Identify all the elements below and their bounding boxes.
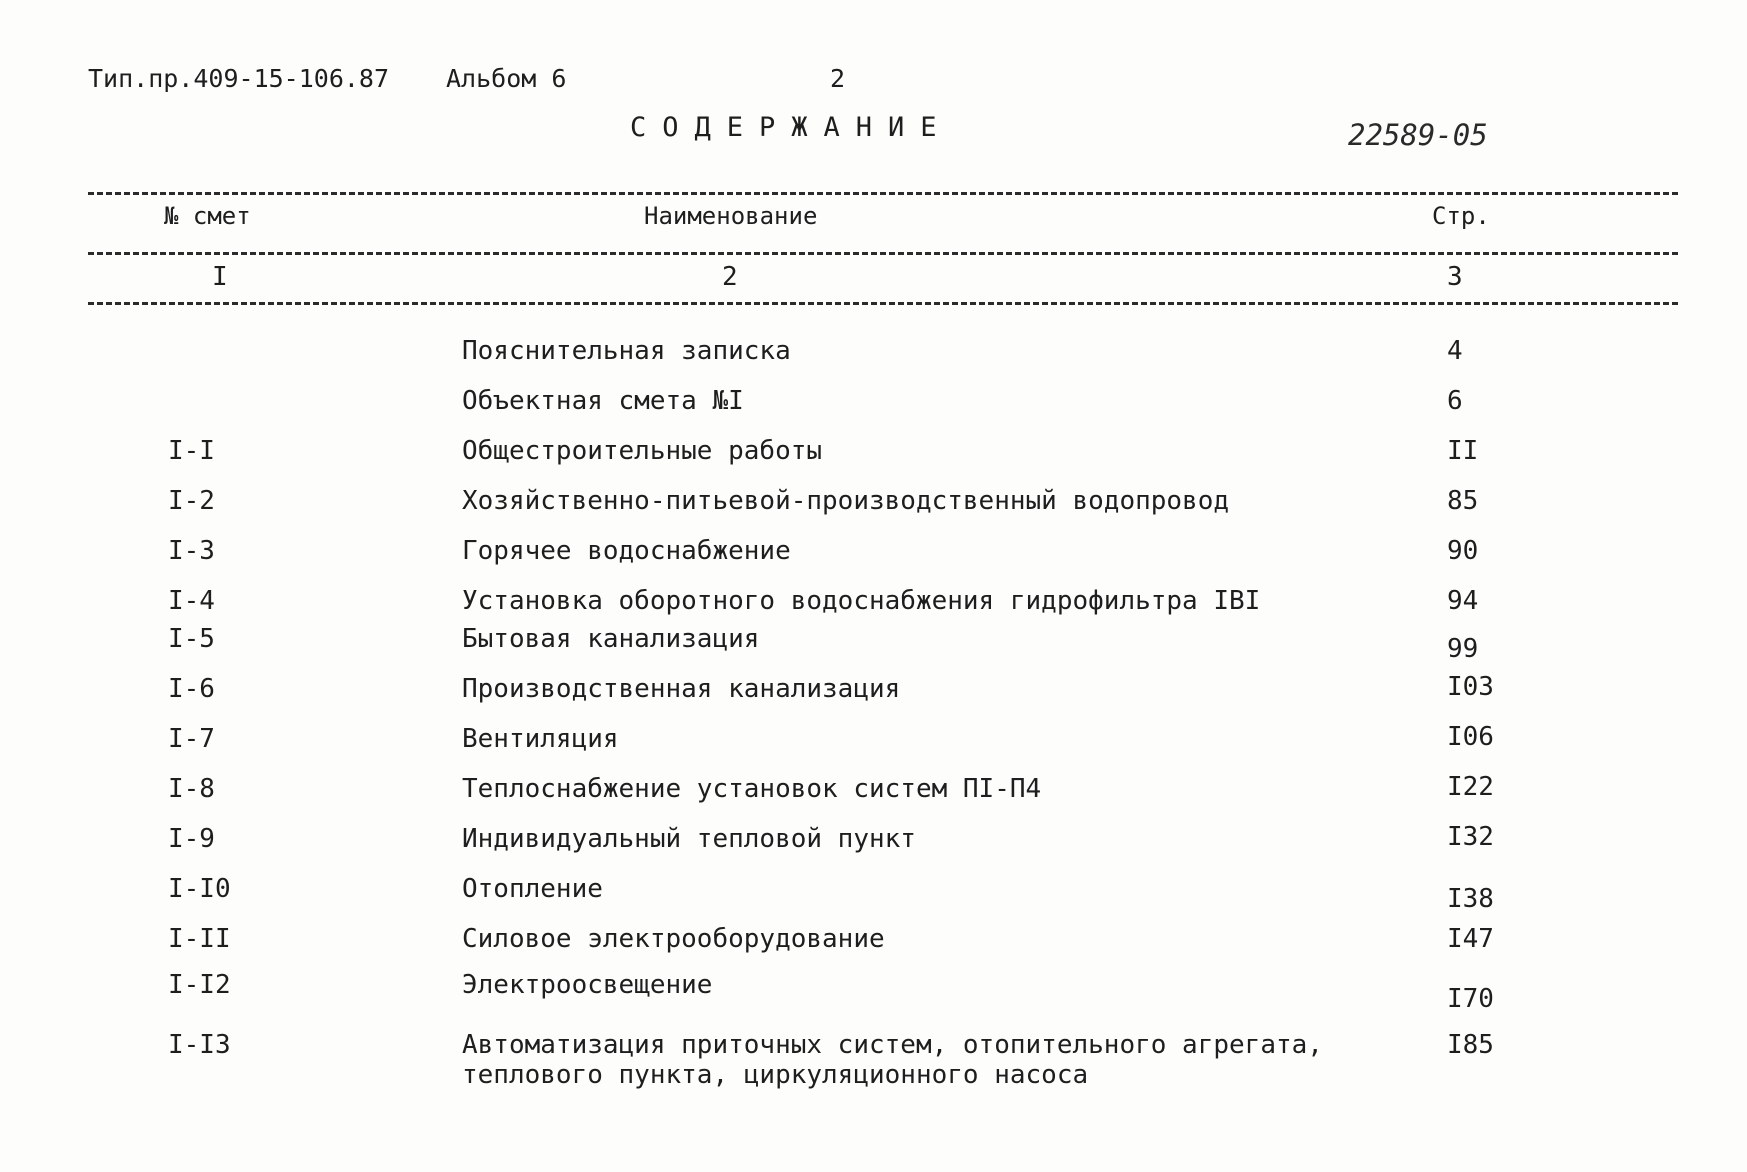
column-header-name: Наименование [644,202,818,230]
estimate-name: Производственная канализация [462,674,901,704]
table-row [0,486,1747,526]
table-row [0,970,1747,1014]
table-row [0,1030,1747,1094]
table-row [0,386,1747,426]
estimate-code: I-I3 [168,1030,231,1060]
estimate-name: Пояснительная записка [462,336,791,366]
column-number-code: I [212,262,228,292]
table-row [0,586,1747,626]
estimate-code: I-6 [168,674,215,704]
estimate-code: I-I0 [168,874,231,904]
page-ref: II [1447,436,1479,466]
table-row [0,674,1747,714]
estimate-name: Электроосвещение [462,970,713,1000]
table-rule-bottom [88,302,1678,305]
table-row [0,624,1747,664]
table-row [0,336,1747,376]
estimate-name: Хозяйственно-питьевой-производственный водопровод [462,486,1230,516]
page-ref: I03 [1447,672,1494,702]
page-ref: I70 [1447,984,1494,1014]
page-ref: I47 [1447,924,1494,954]
estimate-name: Общестроительные работы [462,436,823,466]
page-ref: 90 [1447,536,1479,566]
column-header-code: № смет [164,202,251,230]
page-ref: I22 [1447,772,1494,802]
page-number: 2 [830,64,846,93]
page-ref: I85 [1447,1030,1494,1060]
estimate-code: I-7 [168,724,215,754]
document-title: СОДЕРЖАНИЕ [630,112,953,143]
album-label: Альбом 6 [446,64,567,93]
page-ref: 94 [1447,586,1479,616]
estimate-code: I-I2 [168,970,231,1000]
estimate-code: I-4 [168,586,215,616]
table-row [0,536,1747,576]
estimate-name-line-1: Автоматизация приточных систем, отопительного агрегата, [462,1030,1323,1060]
estimate-name: Силовое электрооборудование [462,924,885,954]
estimate-code: I-II [168,924,231,954]
estimate-code: I-5 [168,624,215,654]
page-ref: 6 [1447,386,1463,416]
page-ref: 4 [1447,336,1463,366]
estimate-name [462,1030,1323,1090]
estimate-code: I-3 [168,536,215,566]
table-row [0,774,1747,814]
table-rule-top [88,192,1678,195]
table-row [0,824,1747,864]
table-row [0,874,1747,914]
estimate-name: Вентиляция [462,724,619,754]
page-ref: I32 [1447,822,1494,852]
estimate-code: I-8 [168,774,215,804]
table-rule-middle [88,252,1678,255]
estimate-name: Бытовая канализация [462,624,760,654]
estimate-name: Объектная смета №I [462,386,744,416]
estimate-name: Установка оборотного водоснабжения гидрофильтра IBI [462,586,1261,616]
estimate-name: Горячее водоснабжение [462,536,791,566]
column-header-page: Стр. [1432,202,1490,230]
estimate-code: I-9 [168,824,215,854]
estimate-name-line-2: теплового пункта, циркуляционного насоса [462,1060,1089,1090]
page-ref: I06 [1447,722,1494,752]
estimate-code: I-I [168,436,215,466]
table-row [0,924,1747,964]
document-number-stamp: 22589-05 [1348,118,1488,152]
page-ref: I38 [1447,884,1494,914]
project-reference: Тип.пр.409-15-106.87 [88,64,390,93]
estimate-code: I-2 [168,486,215,516]
page-ref: 99 [1447,634,1479,664]
page-ref: 85 [1447,486,1479,516]
estimate-name: Индивидуальный тепловой пункт [462,824,916,854]
table-row [0,436,1747,476]
estimate-name: Отопление [462,874,603,904]
column-number-name: 2 [722,262,738,292]
estimate-name: Теплоснабжение установок систем ПI-П4 [462,774,1042,804]
table-row [0,724,1747,764]
column-number-page: 3 [1447,262,1463,292]
